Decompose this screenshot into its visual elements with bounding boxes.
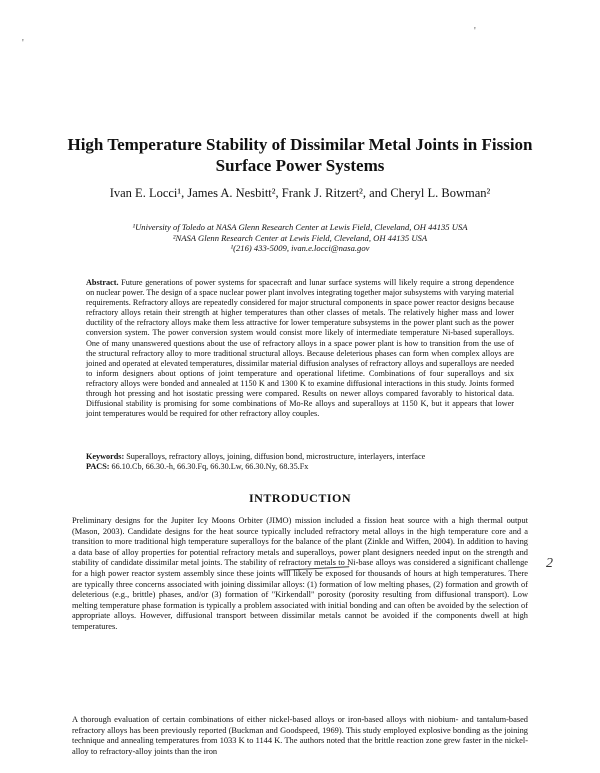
pacs-text: 66.10.Cb, 66.30.-h, 66.30.Fq, 66.30.Lw, 66.30.Ny, 68.35.Fx [111, 462, 309, 472]
abstract-label: Abstract. [86, 278, 119, 287]
keywords-block [86, 452, 514, 472]
section-heading-introduction: INTRODUCTION [248, 491, 351, 505]
margin-note: 2 [546, 556, 553, 571]
author-list: Ivan E. Locci¹, James A. Nesbitt², Frank J. Ritzert², and Cheryl L. Bowman² [109, 186, 491, 200]
pacs-label: PACS: [86, 462, 110, 472]
paragraph-2: A thorough evaluation of certain combinations of either nickel-based alloys or iron-based alloys with niobium- and tantalum-based refractory alloys has been previously reported (Buckman and Goodspeed, 1969). This study employed explosive bonding as the joining technique and annealing temperatures from 1033 K to 1144 K. The authors noted that the brittle reaction zone grew faster in the nickel-alloy to refractory-alloy joints than the iron [72, 715, 528, 756]
affiliation-1: ¹University of Toledo at NASA Glenn Research Center at Lewis Field, Cleveland, OH 44135 USA [132, 222, 468, 232]
page-speck-right: ' [474, 26, 476, 37]
page-speck-left: ' [22, 38, 24, 49]
keywords-label: Keywords: [86, 452, 125, 461]
abstract [86, 278, 514, 419]
affiliations [60, 222, 540, 254]
abstract-text: Future generations of power systems for spacecraft and lunar surface systems will likely require a strong dependence on nuclear power. The design of a space nuclear power plant involves integrating together major subsystems with varying material requirements. Refractory alloys are repeatedly considered for major structural components in space power reactor designs because refractory alloys retain their strength at higher temperatures than other classes of metals. The relatively higher mass and lower ductility of the refractory alloys make them less attractive for lower temperature subsystems in the power plant such as the power conversion system. The power conversion system would consist more likely of intermediate temperature Ni-based superalloys. One of many unanswered questions about the use of refractory alloys in a space power plant is how to transition from the use of the structural refractory alloy to more traditional structural alloys. Because deleterious phases can form when complex alloys are joined and operated at elevated temperatures, dissimilar material diffusion analyses of refractory alloys and superalloys are needed to inform designers about options of joint temperature and operational lifetime. Combinations of four superalloys and six refractory alloys were bonded and annealed at 1150 K and 1300 K to examine diffusional interactions in this study. Joints formed through hot pressing and hot isostatic pressing were compared. Results on newer alloys compared favorably to historical data. Diffusional stability is promising for some combinations of Mo-Re alloys and superalloys at 1150 K, but it appears that lower joint temperatures would be required for other refractory alloy couples. [86, 278, 515, 419]
affiliation-2: ²NASA Glenn Research Center at Lewis Field, Cleveland, OH 44135 USA [172, 232, 428, 243]
keywords-text: Superalloys, refractory alloys, joining, diffusion bond, microstructure, interlayers, interface [126, 452, 426, 461]
paper-title: High Temperature Stability of Dissimilar Metal Joints in Fission Surface Power Systems [67, 135, 533, 175]
affiliation-contact: ¹(216) 433-5009, ivan.e.locci@nasa.gov [230, 243, 370, 253]
paragraph-1: Preliminary designs for the Jupiter Icy Moons Orbiter (JIMO) mission included a fission heat source with a high thermal output (Mason, 2003). Candidate designs for the heat source typically included refractory metal alloys in the high temperature core and a transition to more traditional high temperature superalloys for the balance of the plant (Zinkle and Wiffen, 2004). In addition to having a data base of alloy properties for potential refractory metals and superalloys, power plant designers needed input on the strength and stability of candidate dissimilar metal joints. The stability of refractory metals to Ni-base alloys was considered a significant challenge for a high power reactor system assembly since these joints will likely be exposed for thousands of hours at high temperatures. There are typically three concerns associated with joining dissimilar alloys: (1) formation of low melting phases, (2) formation and growth of deleterious (e.g., brittle) phases, and/or (3) formation of "Kirkendall" porosity (porosity resulting from diffusional transport). Low melting temperature phase formation is typically a problem associated with initial bonding and can often be avoided by the selection of appropriate alloys. However, diffusional transport between dissimilar metals cannot be avoided if the components dwell at high temperatures. [72, 516, 528, 631]
